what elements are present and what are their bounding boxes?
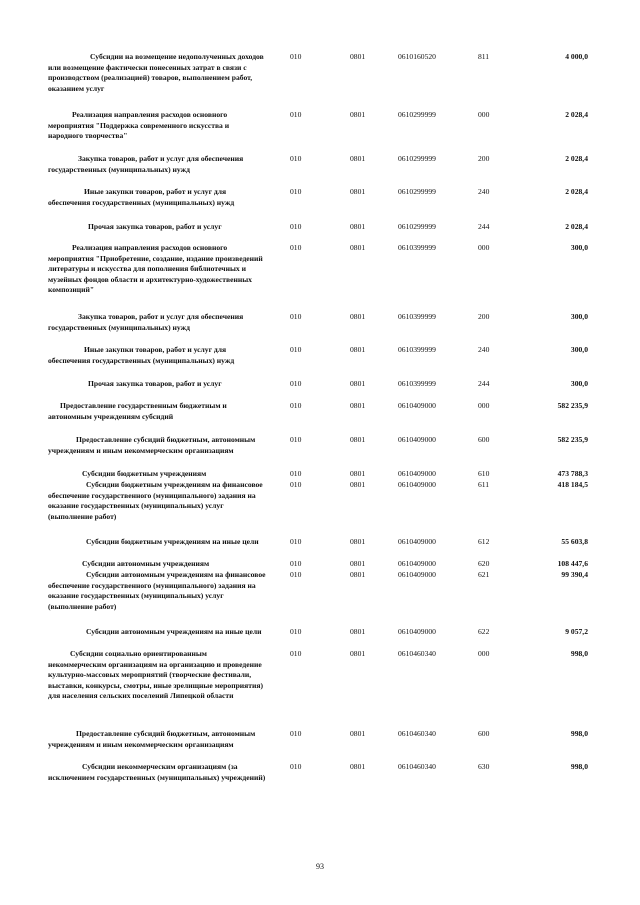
- row-code-2: 0801: [350, 154, 366, 163]
- row-code-3: 0610409000: [398, 559, 436, 568]
- row-sum: 473 788,3: [557, 469, 588, 478]
- row-code-4: 622: [478, 627, 490, 636]
- row-sum: 998,0: [570, 649, 588, 658]
- row-code-1: 010: [290, 401, 302, 410]
- row-name: Субсидии автономным учреждениям: [82, 559, 210, 568]
- row-code-3: 0610299999: [398, 187, 436, 196]
- row-code-3: 0610399999: [398, 243, 436, 252]
- row-sum: 2 028,4: [565, 222, 588, 231]
- row-code-1: 010: [290, 154, 302, 163]
- row-name: Предоставление субсидий бюджетным, автономным учреждениям и иным некоммерческим организациям: [48, 729, 256, 749]
- row-code-4: 610: [478, 469, 490, 478]
- row-code-2: 0801: [350, 435, 366, 444]
- row-sum: 300,0: [570, 243, 588, 252]
- row-code-3: 0610160520: [398, 52, 436, 61]
- row-code-1: 010: [290, 222, 302, 231]
- row-sum: 2 028,4: [565, 154, 588, 163]
- row-code-1: 010: [290, 570, 302, 579]
- row-code-4: 240: [478, 345, 490, 354]
- row-sum: 99 390,4: [561, 570, 588, 579]
- row-name: Иные закупки товаров, работ и услуг для обеспечения государственных (муниципальных) нужд: [48, 187, 235, 207]
- row-code-4: 620: [478, 559, 490, 568]
- row-name: Закупка товаров, работ и услуг для обеспечения государственных (муниципальных) нужд: [48, 154, 244, 174]
- row-code-2: 0801: [350, 480, 366, 489]
- row-code-1: 010: [290, 480, 302, 489]
- row-name: Реализация направления расходов основного мероприятия "Приобретение, создание, издание произведений литературы и искусства для пополнения библиотечных и музейных фондов области и архитектурно-художественных композиций": [48, 243, 263, 295]
- row-name: Реализация направления расходов основного мероприятия "Поддержка современного искусства и народного творчества": [48, 110, 230, 141]
- row-code-2: 0801: [350, 729, 366, 738]
- row-code-2: 0801: [350, 570, 366, 579]
- row-code-1: 010: [290, 469, 302, 478]
- row-code-2: 0801: [350, 401, 366, 410]
- row-code-2: 0801: [350, 762, 366, 771]
- row-name: Субсидии социально ориентированным некоммерческим организациям на организацию и проведение культурно-массовых мероприятий (творческие фестивали, выставки, конкурсы, смотры, иные зрелищные мероприятия) для населения сельских поселений Липецкой области: [48, 649, 264, 701]
- row-code-3: 0610409000: [398, 537, 436, 546]
- row-sum: 582 235,9: [557, 435, 588, 444]
- row-code-4: 621: [478, 570, 490, 579]
- row-code-4: 611: [478, 480, 490, 489]
- row-code-2: 0801: [350, 469, 366, 478]
- row-sum: 2 028,4: [565, 110, 588, 119]
- row-code-3: 0610460340: [398, 729, 436, 738]
- row-code-4: 240: [478, 187, 490, 196]
- row-code-4: 612: [478, 537, 490, 546]
- row-sum: 418 184,5: [557, 480, 588, 489]
- row-name: Субсидии бюджетным учреждениям на иные цели: [86, 537, 259, 546]
- row-name: Предоставление субсидий бюджетным, автономным учреждениям и иным некоммерческим организациям: [48, 435, 256, 455]
- row-code-3: 0610409000: [398, 570, 436, 579]
- row-sum: 9 057,2: [565, 627, 588, 636]
- row-sum: 2 028,4: [565, 187, 588, 196]
- row-code-4: 000: [478, 110, 490, 119]
- row-name: Закупка товаров, работ и услуг для обеспечения государственных (муниципальных) нужд: [48, 312, 244, 332]
- row-code-2: 0801: [350, 110, 366, 119]
- row-sum: 4 000,0: [565, 52, 588, 61]
- row-name: Субсидии бюджетным учреждениям: [82, 469, 207, 478]
- row-code-2: 0801: [350, 345, 366, 354]
- row-code-2: 0801: [350, 627, 366, 636]
- row-code-4: 811: [478, 52, 490, 61]
- row-sum: 582 235,9: [557, 401, 588, 410]
- row-code-1: 010: [290, 110, 302, 119]
- row-code-1: 010: [290, 187, 302, 196]
- row-code-1: 010: [290, 52, 302, 61]
- row-code-3: 0610299999: [398, 110, 436, 119]
- row-code-3: 0610409000: [398, 469, 436, 478]
- row-code-3: 0610409000: [398, 401, 436, 410]
- row-name: Прочая закупка товаров, работ и услуг: [88, 222, 222, 231]
- row-code-2: 0801: [350, 649, 366, 658]
- row-code-1: 010: [290, 537, 302, 546]
- row-name: Прочая закупка товаров, работ и услуг: [88, 379, 222, 388]
- row-sum: 108 447,6: [557, 559, 588, 568]
- row-code-1: 010: [290, 729, 302, 738]
- row-code-4: 630: [478, 762, 490, 771]
- row-code-4: 244: [478, 222, 490, 231]
- row-code-3: 0610299999: [398, 222, 436, 231]
- row-code-1: 010: [290, 345, 302, 354]
- row-code-3: 0610399999: [398, 345, 436, 354]
- row-code-4: 000: [478, 649, 490, 658]
- row-code-3: 0610409000: [398, 480, 436, 489]
- row-sum: 998,0: [570, 729, 588, 738]
- page-number: 93: [316, 862, 324, 871]
- row-name: Субсидии на возмещение недополученных доходов или возмещение фактически понесенных затрат в связи с производством (реализацией) товаров, выполнением работ, оказанием услуг: [48, 52, 264, 93]
- row-code-3: 0610409000: [398, 627, 436, 636]
- row-code-1: 010: [290, 312, 302, 321]
- row-sum: 300,0: [570, 345, 588, 354]
- row-code-2: 0801: [350, 222, 366, 231]
- row-name: Субсидии автономным учреждениям на финансовое обеспечение государственного (муниципального) задания на оказание государственных (муниципальных) услуг (выполнение работ): [48, 570, 266, 611]
- row-code-2: 0801: [350, 52, 366, 61]
- row-code-2: 0801: [350, 537, 366, 546]
- row-name: Субсидии автономным учреждениям на иные цели: [86, 627, 262, 636]
- row-code-1: 010: [290, 627, 302, 636]
- row-code-1: 010: [290, 762, 302, 771]
- row-code-3: 0610399999: [398, 312, 436, 321]
- row-code-1: 010: [290, 559, 302, 568]
- row-code-2: 0801: [350, 379, 366, 388]
- row-code-1: 010: [290, 243, 302, 252]
- row-code-4: 600: [478, 729, 490, 738]
- row-code-4: 600: [478, 435, 490, 444]
- row-code-3: 0610460340: [398, 762, 436, 771]
- row-sum: 300,0: [570, 379, 588, 388]
- row-name: Предоставление государственным бюджетным и автономным учреждениям субсидий: [48, 401, 227, 421]
- row-code-1: 010: [290, 435, 302, 444]
- row-name: Субсидии некоммерческим организациям (за исключением государственных (муниципальных) учреждений): [48, 762, 266, 782]
- row-code-4: 200: [478, 312, 490, 321]
- row-code-3: 0610399999: [398, 379, 436, 388]
- row-code-4: 000: [478, 401, 490, 410]
- row-code-2: 0801: [350, 312, 366, 321]
- row-code-2: 0801: [350, 187, 366, 196]
- row-code-4: 200: [478, 154, 490, 163]
- row-code-3: 0610299999: [398, 154, 436, 163]
- row-sum: 55 603,8: [561, 537, 588, 546]
- row-code-2: 0801: [350, 559, 366, 568]
- row-name: Иные закупки товаров, работ и услуг для обеспечения государственных (муниципальных) нужд: [48, 345, 235, 365]
- row-code-1: 010: [290, 649, 302, 658]
- row-code-3: 0610409000: [398, 435, 436, 444]
- row-code-3: 0610460340: [398, 649, 436, 658]
- row-sum: 998,0: [570, 762, 588, 771]
- row-code-4: 000: [478, 243, 490, 252]
- row-code-1: 010: [290, 379, 302, 388]
- row-name: Субсидии бюджетным учреждениям на финансовое обеспечение государственного (муниципального) задания на оказание государственных (муниципальных) услуг (выполнение работ): [48, 480, 263, 521]
- row-sum: 300,0: [570, 312, 588, 321]
- row-code-4: 244: [478, 379, 490, 388]
- row-code-2: 0801: [350, 243, 366, 252]
